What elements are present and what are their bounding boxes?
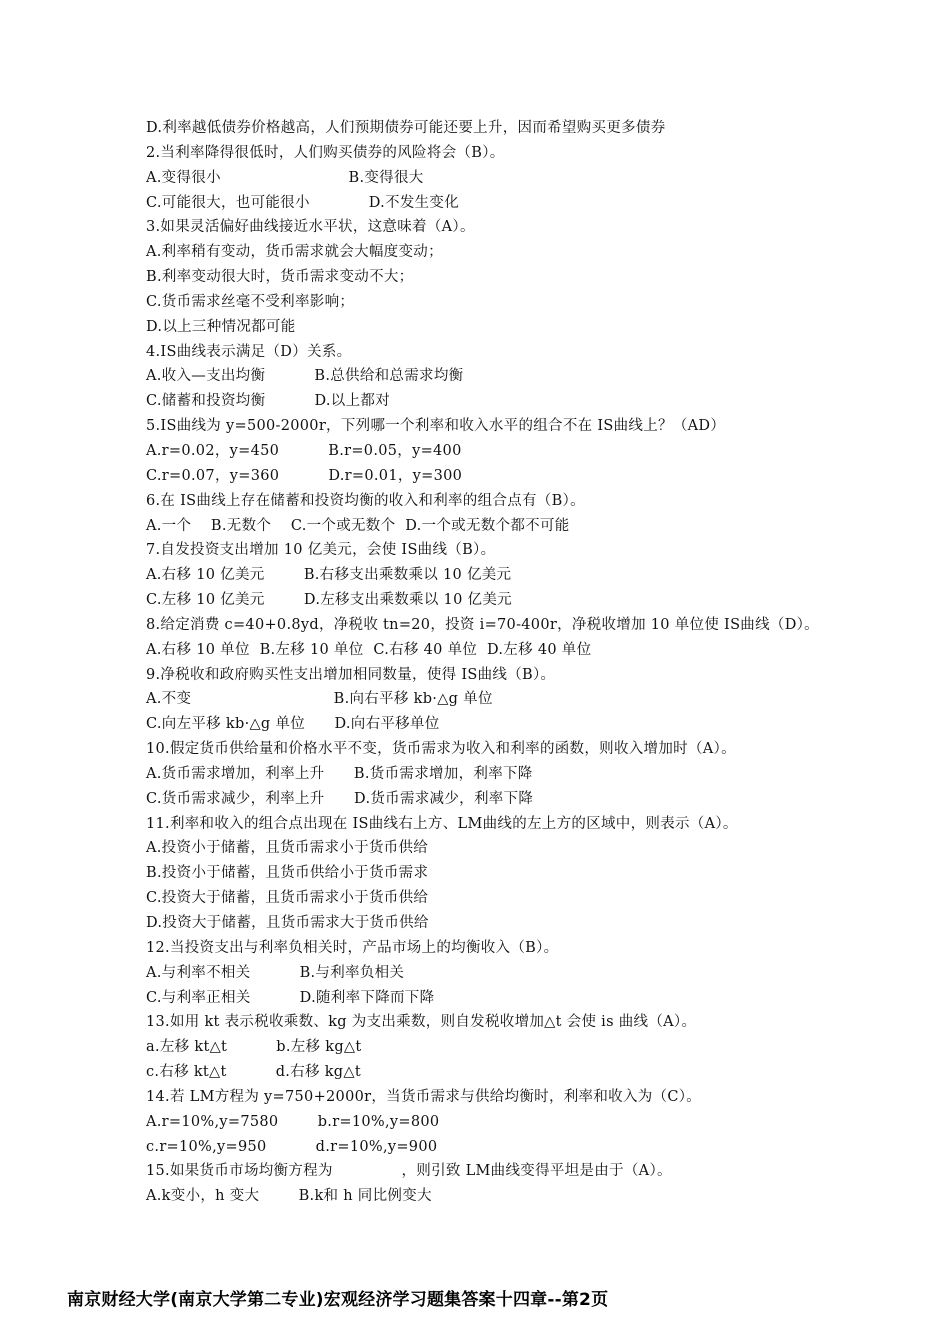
text-line: A.变得很小 B.变得很大 [146,169,424,186]
text-line: A.收入—支出均衡 B.总供给和总需求均衡 [146,368,464,385]
text-line: A.货币需求增加，利率上升 B.货币需求增加，利率下降 [146,765,533,782]
text-line: 11.利率和收入的组合点出现在 IS曲线右上方、LM曲线的左上方的区域中，则表示（A）。 [146,815,738,832]
text-line: 5.IS曲线为 y=500-2000r，下列哪一个利率和收入水平的组合不在 IS曲线上？（AD） [146,418,726,435]
text-line: D.利率越低债券价格越高，人们预期债券可能还要上升，因而希望购买更多债券 [146,120,666,136]
text-line: 7.自发投资支出增加 10 亿美元，会使 IS曲线（B）。 [146,542,496,559]
text-line: A.右移 10 亿美元 B.右移支出乘数乘以 10 亿美元 [146,567,512,584]
text-line: A.与利率不相关 B.与利率负相关 [146,964,405,981]
text-line: 9.净税收和政府购买性支出增加相同数量，使得 IS曲线（B）。 [146,666,556,683]
text-line: A.r=0.02，y=450 B.r=0.05，y=400 [146,442,462,459]
text-line: B.投资小于储蓄，且货币供给小于货币需求 [146,865,429,882]
document-body [146,116,866,1209]
text-line: c.r=10%,y=950 d.r=10%,y=900 [146,1138,438,1155]
text-line: A.一个 B.无数个 C.一个或无数个 D.一个或无数个都不可能 [146,517,570,534]
text-line: C.货币需求丝毫不受利率影响； [146,293,355,310]
text-line: C.货币需求减少，利率上升 D.货币需求减少，利率下降 [146,790,534,807]
text-line: C.与利率正相关 D.随利率下降而下降 [146,989,435,1006]
text-line: C.向左平移 kb·△g 单位 D.向右平移单位 [146,716,440,733]
text-line: 15.如果货币市场均衡方程为 ，则引致 LM曲线变得平坦是由于（A）。 [146,1163,672,1180]
text-line: B.利率变动很大时，货币需求变动不大； [146,269,414,286]
text-line: 10.假定货币供给量和价格水平不变，货币需求为收入和利率的函数，则收入增加时（A）。 [146,741,736,758]
text-line: 3.如果灵活偏好曲线接近水平状，这意味着（A）。 [146,219,475,236]
text-line: C.左移 10 亿美元 D.左移支出乘数乘以 10 亿美元 [146,592,512,609]
text-line: 13.如用 kt 表示税收乘数、kg 为支出乘数，则自发税收增加△t 会使 is 曲线（A）。 [146,1014,697,1031]
text-line: 12.当投资支出与利率负相关时，产品市场上的均衡收入（B）。 [146,939,559,956]
text-line: 8.给定消费 c=40+0.8yd，净税收 tn=20，投资 i=70-400r，净税收增加 10 单位使 IS曲线（D）。 [146,616,819,633]
text-line: A.r=10%,y=7580 b.r=10%,y=800 [146,1113,440,1130]
text-line: A.右移 10 单位 B.左移 10 单位 C.右移 40 单位 D.左移 40 单位 [146,641,592,658]
text-line: a.左移 kt△t b.左移 kg△t [146,1039,362,1056]
text-line: C.可能很大，也可能很小 D.不发生变化 [146,194,460,211]
text-line: A.投资小于储蓄，且货币需求小于货币供给 [146,840,429,857]
text-line: D.以上三种情况都可能 [146,318,296,335]
text-line: A.利率稍有变动，货币需求就会大幅度变动； [146,244,443,261]
page-footer: 南京财经大学(南京大学第二专业)宏观经济学习题集答案十四章--第2页 [67,1290,609,1310]
text-line: 6.在 IS曲线上存在储蓄和投资均衡的收入和利率的组合点有（B）。 [146,492,585,509]
text-line: A.不变 B.向右平移 kb·△g 单位 [146,691,493,708]
text-line: C.储蓄和投资均衡 D.以上都对 [146,393,390,410]
text-line: 14.若 LM方程为 y=750+2000r，当货币需求与供给均衡时，利率和收入为（C）。 [146,1088,702,1105]
text-line: D.投资大于储蓄，且货币需求大于货币供给 [146,915,429,931]
text-line: c.右移 kt△t d.右移 kg△t [146,1064,361,1081]
text-line: C.投资大于储蓄，且货币需求小于货币供给 [146,890,429,907]
text-line: A.k变小，h 变大 B.k和 h 同比例变大 [146,1188,432,1205]
text-line: C.r=0.07，y=360 D.r=0.01，y=300 [146,467,463,484]
text-line: 4.IS曲线表示满足（D）关系。 [146,343,352,360]
text-line: 2.当利率降得很低时，人们购买债券的风险将会（B）。 [146,144,505,161]
